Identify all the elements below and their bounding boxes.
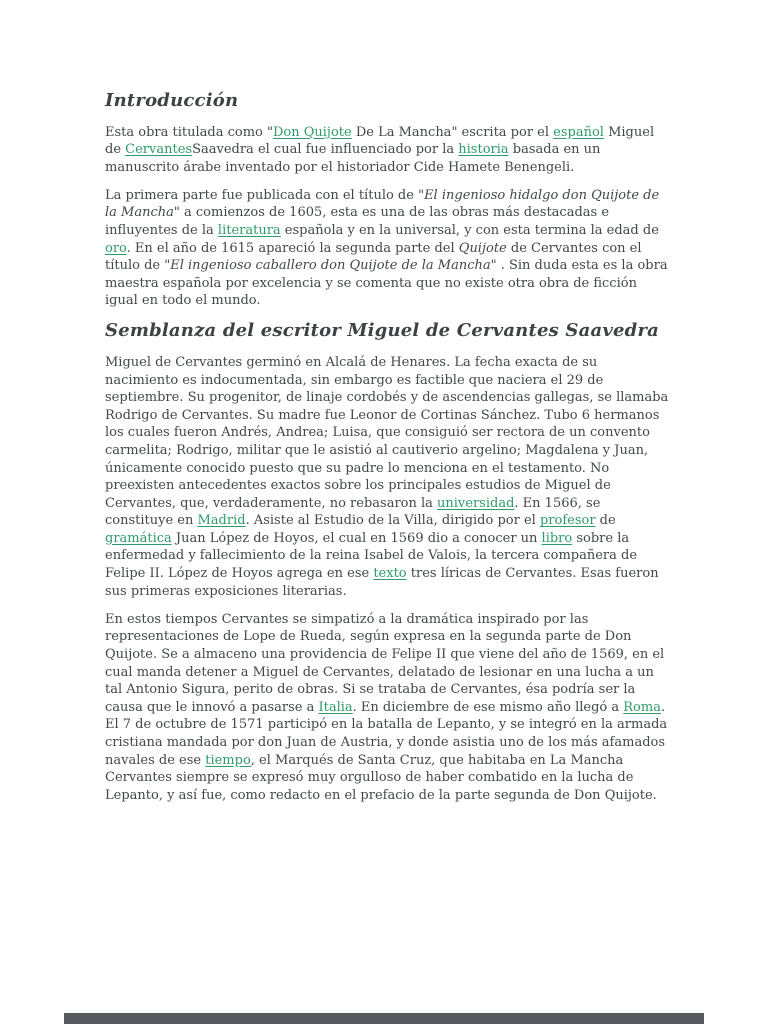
text-run: " . Sin duda esta es la obra maestra española por excelencia y se comenta que no existe otra obra de ficción igual en todo el mundo.: [105, 258, 668, 309]
text-link[interactable]: historia: [458, 142, 509, 158]
text-link[interactable]: Roma: [623, 699, 661, 715]
text-link[interactable]: libro: [541, 530, 573, 546]
text-run: . En el año de 1615 apareció la segunda parte del: [126, 240, 459, 256]
italic-text: El ingenioso hidalgo don Quijote de la Mancha: [105, 187, 660, 221]
text-run: " a comienzos de 1605, esta es una de las obras más destacadas e influyentes de la: [105, 205, 610, 238]
section-heading: Semblanza del escritor Miguel de Cervantes Saavedra: [105, 320, 660, 342]
text-run: Miguel de: [105, 124, 655, 158]
text-link[interactable]: español: [553, 124, 604, 140]
text-run: . En 1566, se constituye en: [105, 495, 601, 529]
paragraph: [105, 611, 671, 805]
paragraph: [105, 354, 671, 600]
text-run: de Cervantes con el título de ": [105, 240, 642, 274]
text-link[interactable]: texto: [373, 566, 407, 582]
text-link[interactable]: literatura: [217, 222, 281, 238]
text-run: Miguel de Cervantes germinó en Alcalá de Henares. La fecha exacta de su nacimiento es indocumentada, sin embargo es factible que naciera el 29 de septiembre. Su progenitor, de linaje cordobés y de ascendencias gallegas, se llamaba Rodrigo de Cervantes. Su madre fue Leonor de Cortinas Sánchez. Tubo 6 hermanos los cuales fueron Andrés, Andrea; Luisa, que consiguió ser rectora de un convento carmelita; Rodrigo, militar que le asistió al cautiverio argelino; Magdalena y Juan, únicamente conocido puesto que su padre lo menciona en el testamento. No preexisten antecedentes exactos sobre los principales estudios de Miguel de Cervantes, que, verdaderamente, no rebasaron la: [105, 354, 669, 511]
text-run: . Asiste al Estudio de la Villa, dirigido por el: [245, 513, 540, 529]
text-link[interactable]: Italia: [318, 699, 353, 715]
text-link[interactable]: Don Quijote: [272, 124, 352, 140]
section-heading: Introducción: [105, 90, 239, 111]
text-link[interactable]: Madrid: [197, 513, 246, 529]
text-run: Esta obra titulada como ": [105, 124, 273, 140]
text-run: tres líricas de Cervantes. Esas fueron sus primeras exposiciones literarias.: [105, 566, 659, 599]
italic-text: El ingenioso caballero don Quijote de la Mancha: [170, 258, 491, 274]
text-run: Juan López de Hoyos, el cual en 1569 dio a conocer un: [171, 530, 542, 546]
text-run: de: [595, 513, 616, 529]
text-run: De La Mancha" escrita por el: [351, 124, 554, 140]
text-run: . En diciembre de ese mismo año llegó a: [352, 699, 624, 715]
paragraph: [105, 124, 671, 177]
text-run: basada en un manuscrito árabe inventado por el historiador Cide Hamete Benengeli.: [105, 142, 601, 175]
text-link[interactable]: profesor: [539, 513, 596, 529]
text-run: La primera parte fue publicada con el título de ": [105, 187, 425, 203]
text-link[interactable]: oro: [105, 240, 127, 256]
text-run: , el Marqués de Santa Cruz, que habitaba en La Mancha Cervantes siempre se expresó muy orgulloso de haber combatido en la lucha de Lepanto, y así fue, como redacto en el prefacio de la parte segunda de Don Quijote.: [105, 752, 657, 803]
text-link[interactable]: universidad: [437, 495, 515, 511]
text-run: En estos tiempos Cervantes se simpatizó a la dramática inspirado por las representaciones de Lope de Rueda, según expresa en la segunda parte de Don Quijote. Se a almaceno una providencia de Felipe II que viene del año de 1569, en el cual manda detener a Miguel de Cervantes, delatado de lesionar en una lucha a un tal Antonio Sigura, perito de obras. Si se trataba de Cervantes, ésa podría ser la causa que le innovó a pasarse a: [105, 611, 665, 715]
document-content: [105, 82, 671, 815]
page-gap-bar: [64, 1013, 704, 1024]
text-link[interactable]: tiempo: [205, 752, 251, 768]
paragraph: [105, 187, 671, 310]
text-link[interactable]: gramática: [105, 530, 172, 546]
text-run: Saavedra el cual fue influenciado por la: [192, 142, 459, 158]
text-run: española y en la universal, y con esta termina la edad de: [280, 222, 659, 238]
text-run: . El 7 de octubre de 1571 participó en la batalla de Lepanto, y se integró en la armada cristiana mandada por don Juan de Austria, y donde asistia uno de los más afamados navales de ese: [105, 699, 668, 768]
text-run: sobre la enfermedad y fallecimiento de la reina Isabel de Valois, la tercera compañera de Felipe II. López de Hoyos agrega en ese: [105, 530, 638, 582]
italic-text: Quijote: [458, 240, 507, 256]
text-link[interactable]: Cervantes: [125, 142, 193, 158]
